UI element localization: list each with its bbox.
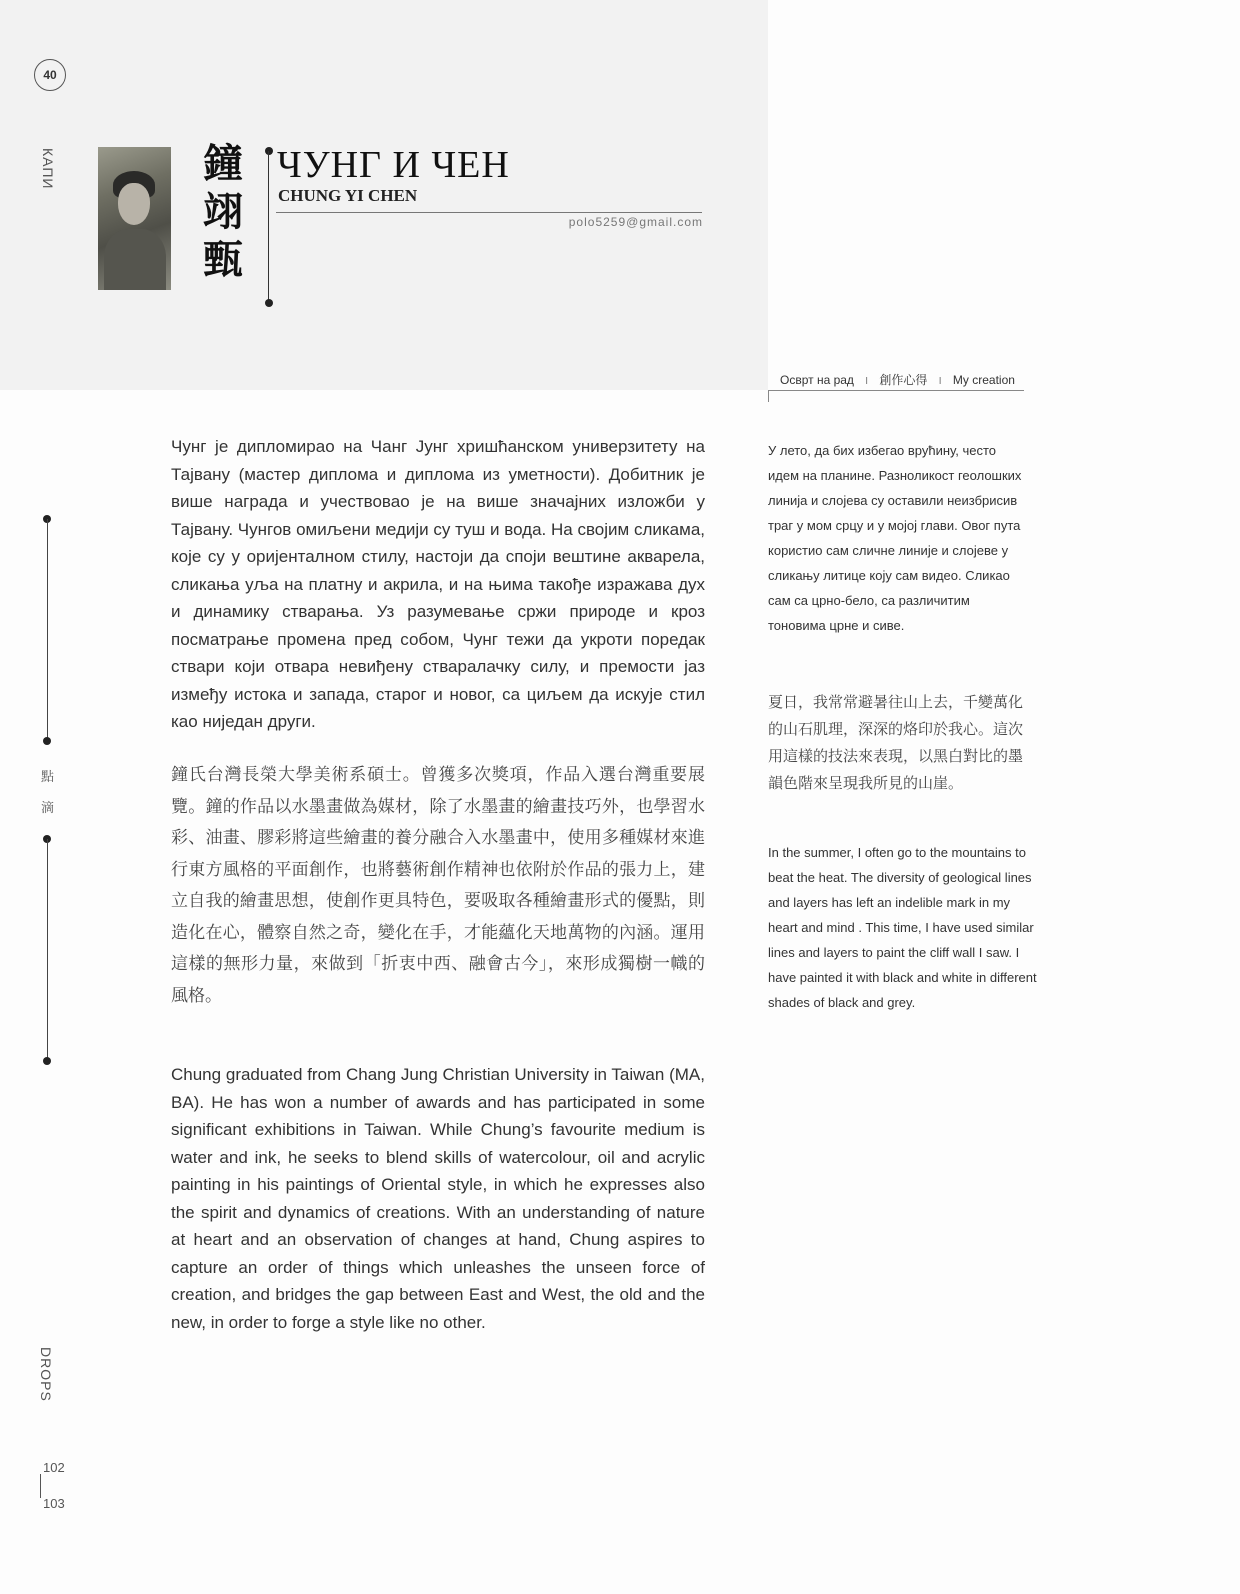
creation-tab-separator: I <box>938 376 942 387</box>
side-line-lower <box>47 839 48 1061</box>
bio-english: Chung graduated from Chang Jung Christian University in Taiwan (MA, BA). He has won a number of awards and has participated in some significant exhibitions in Taiwan. While Chung’s favourite medium is water and ink, he seeks to blend skills of watercolour, oil and acrylic painting in his paintings of Oriental style, in which he expresses also the spirit and dynamics of creations. With an understanding of nature at heart and an observation of changes at hand, Chung aspires to capture an order of things which unleashes the unseen force of creation, and bridges the gap between East and West, the old and the new, in order to forge a style like no other. <box>171 1065 705 1332</box>
name-line-dot-top <box>265 147 273 155</box>
creation-tab-label-en: My creation <box>952 373 1015 387</box>
creation-tab-underline <box>768 390 1024 391</box>
side-label-di: 滴 <box>41 801 55 816</box>
side-label-dian: 點 <box>41 770 55 785</box>
page-number-badge: 40 <box>34 59 66 91</box>
creation-tab-separator: I <box>865 376 869 387</box>
bio-chinese: 鐘氏台灣長榮大學美術系碩士。曾獲多次獎項，作品入選台灣重要展覽。鐘的作品以水墨畫做為媒材，除了水墨畫的繪畫技巧外，也學習水彩、油畫、膠彩將這些繪畫的養分融合入水墨畫中，使用多種媒材來進行東方風格的平面創作，也將藝術創作精神也依附於作品的張力上，建立自我的繪畫思想，使創作更具特色，要吸取各種繪畫形式的優點，則造化在心，體察自然之奇，變化在手，才能蘊化天地萬物的內涵。運用這樣的無形力量，來做到「折衷中西、融會古今」，來形成獨樹一幟的風格。 <box>171 765 705 1006</box>
portrait-body <box>104 229 166 290</box>
artist-name-latin: CHUNG YI CHEN <box>278 186 418 205</box>
creation-text-english: In the summer, I often go to the mountains to beat the heat. The diversity of geological lines and layers has left an indelible mark in my heart and mind . This time, I have used similar lines and layers to paint the cliff wall I saw. I have painted it with black and white in different shades of black and grey. <box>768 845 1037 1010</box>
name-line-dot-bottom <box>265 299 273 307</box>
section-label-kapi: КАПИ <box>40 148 56 190</box>
creation-tab-label-cn: 創作心得 <box>879 373 928 387</box>
side-line-upper <box>47 519 48 741</box>
bio-cyrillic: Чунг је дипломирао на Чанг Јунг хришћанском универзитету на Тајвану (мастер диплома и диплома из уметности). Добитник је више награда и учествовао је на више значајних изложби у Тајвану. Чунгов омиљени медији су туш и вода. На својим сликама, које су у оријенталном стилу, настоји да споји вештине акварела, сликања уља на платну и акрила, и на њима такође изражава дух и динамику стварања. Уз разумевање сржи природе и кроз посматрање промена пред собом, Чунг тежи да укроти поредак ствари који отвара невиђену стваралачку силу, и премости јаз између истока и запада, старог и новог, са циљем да искује стил као ниједан други. <box>171 437 705 731</box>
artist-name-chinese: 鐘翊甄 <box>203 140 243 283</box>
name-vertical-line <box>268 151 269 303</box>
section-label-drops: DROPS <box>38 1347 54 1402</box>
artist-email: polo5259@gmail.com <box>568 215 703 229</box>
creation-tab <box>780 371 1015 388</box>
side-line-dot <box>43 737 51 745</box>
creation-text-cyrillic: У лето, да бих избегао врућину, често идем на планине. Разноликост геолошких линија и слојева су оставили неизбрисив траг у мом срцу и у мојој глави. Овог пута користио сам сличне линије и слојеве у сликању литице коју сам видео. Сликао сам са црно-бело, са различитим тоновима црне и сиве. <box>768 443 1022 633</box>
page-number-separator <box>40 1474 41 1498</box>
creation-tab-label-sr: Осврт на рад <box>780 373 854 387</box>
creation-text-chinese: 夏日，我常常避暑往山上去，千變萬化的山石肌理，深深的烙印於我心。這次用這樣的技法來表現，以黑白對比的墨韻色階來呈現我所見的山崖。 <box>768 693 1024 792</box>
page-number-right: 103 <box>43 1496 65 1511</box>
portrait-face <box>118 183 150 225</box>
side-line-dot <box>43 1057 51 1065</box>
name-underline <box>276 212 702 213</box>
artist-name-cyrillic: ЧУНГ И ЧЕН <box>277 144 510 186</box>
page-number-left: 102 <box>43 1460 65 1475</box>
creation-tab-tick <box>768 390 769 402</box>
artist-portrait <box>98 147 171 290</box>
